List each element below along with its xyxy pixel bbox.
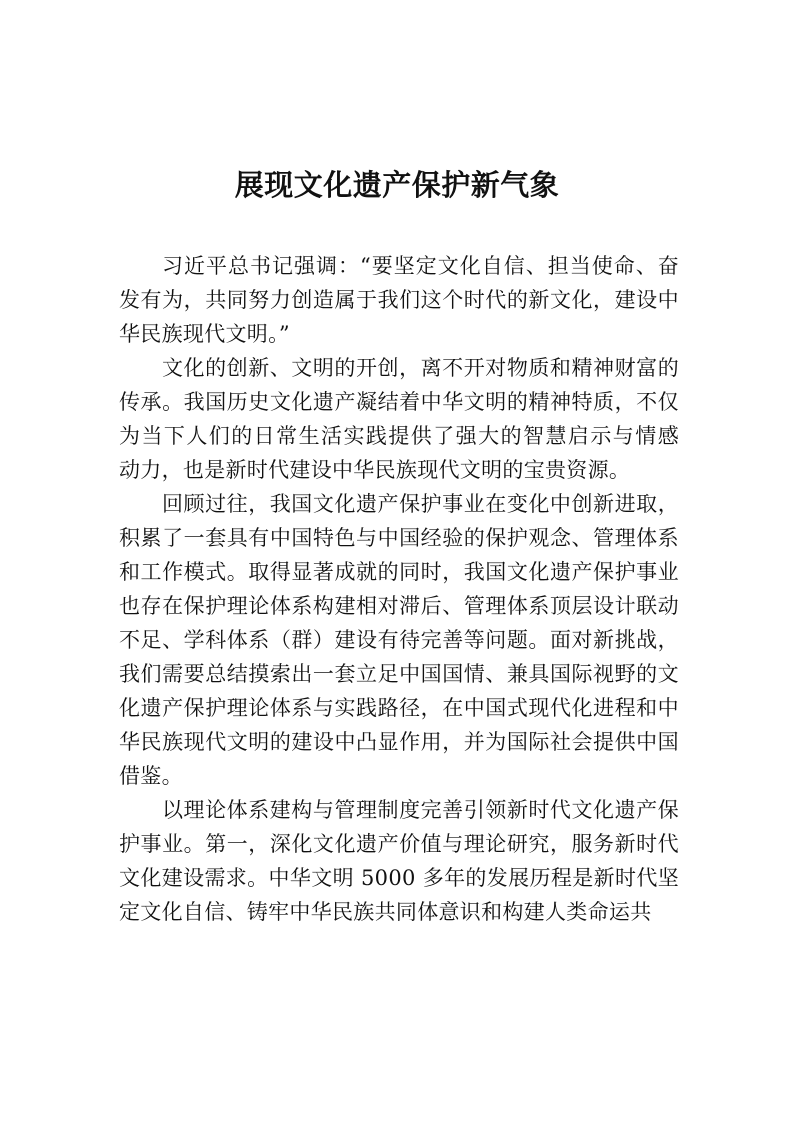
document-body — [119, 249, 679, 929]
paragraph: 习近平总书记强调：“要坚定文化自信、担当使命、奋发有为，共同努力创造属于我们这个时代的新文化，建设中华民族现代文明。” — [119, 254, 679, 346]
document-title: 展现文化遗产保护新气象 — [234, 168, 560, 203]
paragraph: 文化的创新、文明的开创，离不开对物质和精神财富的传承。我国历史文化遗产凝结着中华文明的精神特质，不仅为当下人们的日常生活实践提供了强大的智慧启示与情感 动力，也是新时代建设中华民族现代文明的宝贵资源。 — [119, 356, 679, 482]
paragraph: 回顾过往，我国文化遗产保护事业在变化中创新进取，积累了一套具有中国特色与中国经验的保护观念、管理体系和工作模式。取得显著成就的同时，我国文化遗产保护事业也存在保护理论体系构建相对滞后、管理体系顶层设计联动不足、学科体系（群）建设有待完善等问题。面对新挑战， 我们需要总结摸索出一套立足中国国情、兼具国际视野的文化遗产保护理论体系与实践路径，在中国式现代化进程和中华民族现代文明的建设中凸显作用，并为国际社会提供中国借鉴。 — [119, 492, 679, 788]
paragraph: 以理论体系建构与管理制度完善引领新时代文化遗产保护事业。第一，深化文化遗产价值与理论研究，服务新时代文化建设需求。中华文明 5000 多年的发展历程是新时代坚定文化自信、铸牢中华民族共同体意识和构建人类命运共 — [119, 798, 679, 924]
